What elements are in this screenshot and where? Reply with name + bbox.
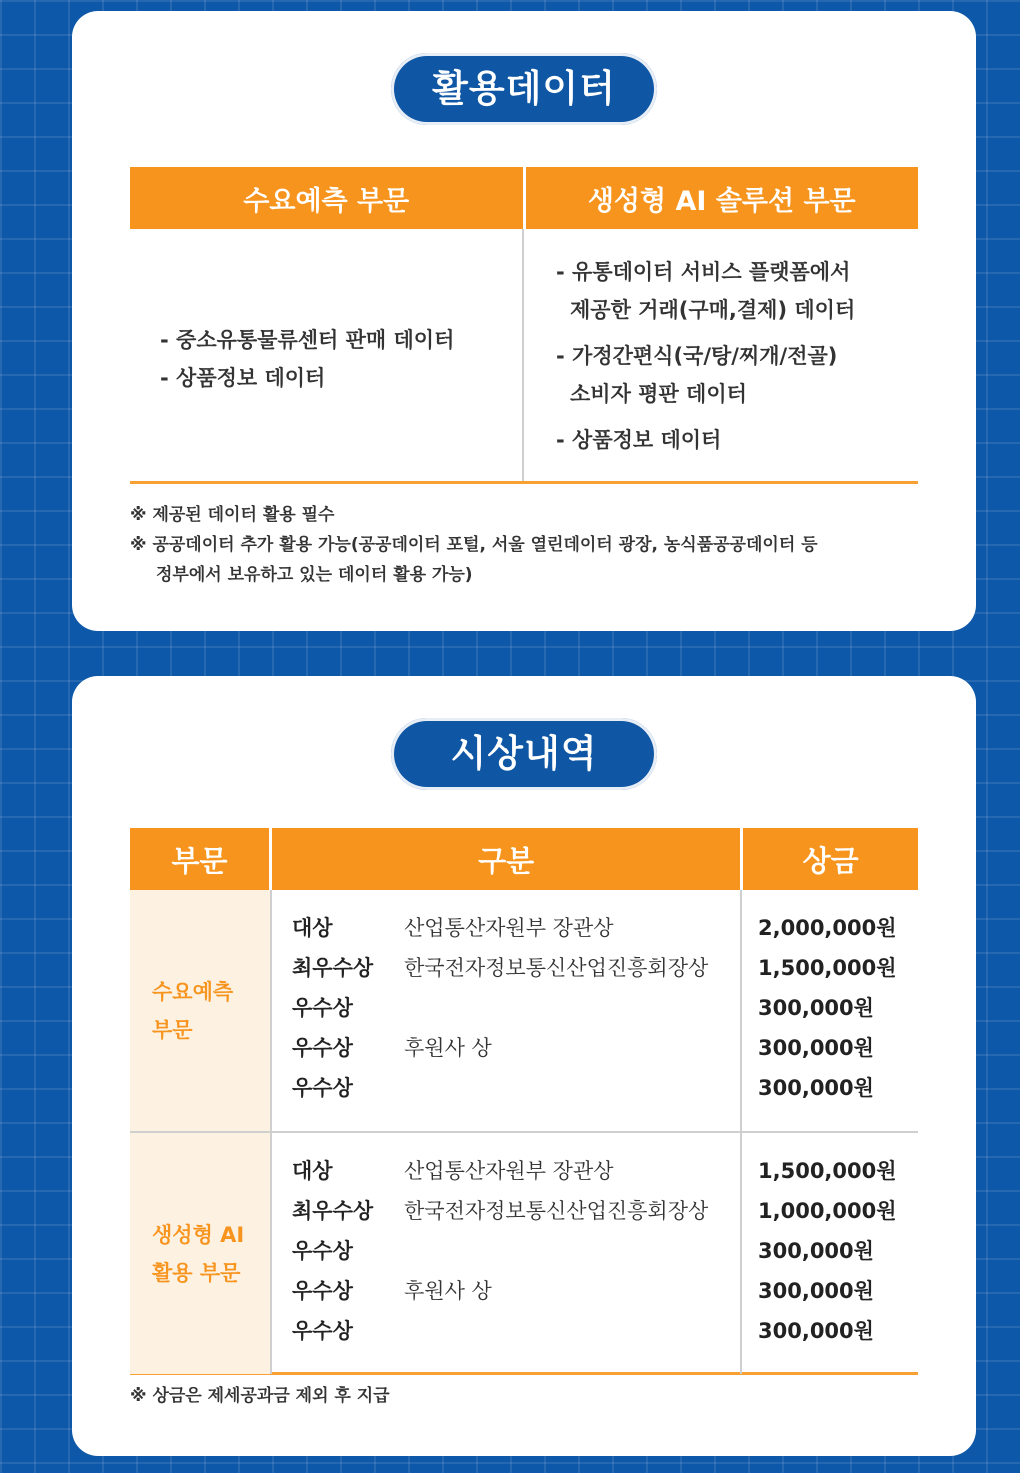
award-desc: 산업통산자원부 장관상 <box>404 1159 614 1183</box>
prize-amount: 300,000원 <box>758 1036 874 1060</box>
list-item-line: - 상품정보 데이터 <box>556 428 722 452</box>
header-generative-ai: 생성형 AI 솔루션 부문 <box>523 167 919 229</box>
data-notes <box>130 500 818 590</box>
category-line: 활용 부문 <box>152 1260 241 1285</box>
group-category <box>130 1133 270 1374</box>
table-row <box>292 1191 740 1231</box>
award-group-generative-ai <box>130 1131 918 1374</box>
list-item-line: 제공한 거래(구매,결제) 데이터 <box>570 298 856 322</box>
table-row <box>292 1311 740 1351</box>
list-item <box>556 337 918 413</box>
prize-amount: 2,000,000원 <box>758 916 897 940</box>
award-rank: 우수상 <box>292 1319 353 1343</box>
list-item: - 중소유통물류센터 판매 데이터 <box>160 328 455 352</box>
demand-forecast-data-list <box>130 229 522 481</box>
award-desc: 후원사 상 <box>404 1279 492 1303</box>
award-desc: 한국전자정보통신산업진흥회장상 <box>404 956 709 980</box>
group-divisions <box>270 1133 742 1374</box>
header-category: 부문 <box>130 828 269 890</box>
award-rank: 우수상 <box>292 1076 353 1100</box>
group-prizes <box>742 1133 918 1374</box>
prize-amount: 300,000원 <box>758 1319 874 1343</box>
data-card <box>72 11 976 631</box>
table-row <box>292 1028 740 1068</box>
table-row <box>292 1231 740 1271</box>
group-prizes <box>742 890 918 1131</box>
award-group-demand <box>130 890 918 1131</box>
list-item <box>556 421 918 459</box>
data-section-title: 활용데이터 <box>391 53 657 125</box>
award-rank: 우수상 <box>292 1036 353 1060</box>
table-row <box>292 908 740 948</box>
group-divisions <box>270 890 742 1131</box>
header-demand-forecast: 수요예측 부문 <box>130 167 523 229</box>
data-table-body <box>130 229 918 481</box>
award-rank: 대상 <box>292 1159 333 1183</box>
table-row <box>292 988 740 1028</box>
prize-amount: 300,000원 <box>758 1076 874 1100</box>
prize-amount: 1,500,000원 <box>758 1159 897 1183</box>
award-desc: 산업통산자원부 장관상 <box>404 916 614 940</box>
table-row <box>292 948 740 988</box>
award-desc: 후원사 상 <box>404 1036 492 1060</box>
award-card <box>72 676 976 1456</box>
prize-amount: 1,500,000원 <box>758 956 897 980</box>
prize-amount: 1,000,000원 <box>758 1199 897 1223</box>
list-item: - 상품정보 데이터 <box>160 366 326 390</box>
data-table-header <box>130 167 918 229</box>
note-line: 정부에서 보유하고 있는 데이터 활용 가능) <box>156 565 473 585</box>
award-section-title: 시상내역 <box>391 718 657 790</box>
generative-ai-data-list <box>522 229 918 481</box>
award-desc: 한국전자정보통신산업진흥회장상 <box>404 1199 709 1223</box>
category-line: 생성형 AI <box>152 1222 245 1247</box>
award-rank: 최우수상 <box>292 956 374 980</box>
award-rank: 우수상 <box>292 1279 353 1303</box>
header-prize: 상금 <box>740 828 918 890</box>
table-row <box>292 1151 740 1191</box>
prize-amount: 300,000원 <box>758 1279 874 1303</box>
award-rank: 우수상 <box>292 1239 353 1263</box>
award-table-header <box>130 828 918 890</box>
prize-amount: 300,000원 <box>758 996 874 1020</box>
category-line: 부문 <box>152 1017 193 1042</box>
award-rank: 대상 <box>292 916 333 940</box>
list-item-line: 소비자 평판 데이터 <box>570 382 747 406</box>
table-row <box>292 1271 740 1311</box>
award-rank: 최우수상 <box>292 1199 374 1223</box>
note-line: ※ 공공데이터 추가 활용 가능(공공데이터 포털, 서울 열린데이터 광장, 농식품공공데이터 등 <box>130 535 818 555</box>
prize-amount: 300,000원 <box>758 1239 874 1263</box>
award-note: ※ 상금은 제세공과금 제외 후 지급 <box>130 1386 390 1406</box>
table-row <box>292 1068 740 1108</box>
list-item-line: - 유통데이터 서비스 플랫폼에서 <box>556 260 851 284</box>
data-table <box>130 167 918 484</box>
group-category <box>130 890 270 1131</box>
award-rank: 우수상 <box>292 996 353 1020</box>
list-item-line: - 가정간편식(국/탕/찌개/전골) <box>556 344 838 368</box>
note-line: ※ 제공된 데이터 활용 필수 <box>130 505 335 525</box>
award-table <box>130 828 918 1375</box>
header-division: 구분 <box>269 828 740 890</box>
category-line: 수요예측 <box>152 979 234 1004</box>
list-item <box>556 253 918 329</box>
